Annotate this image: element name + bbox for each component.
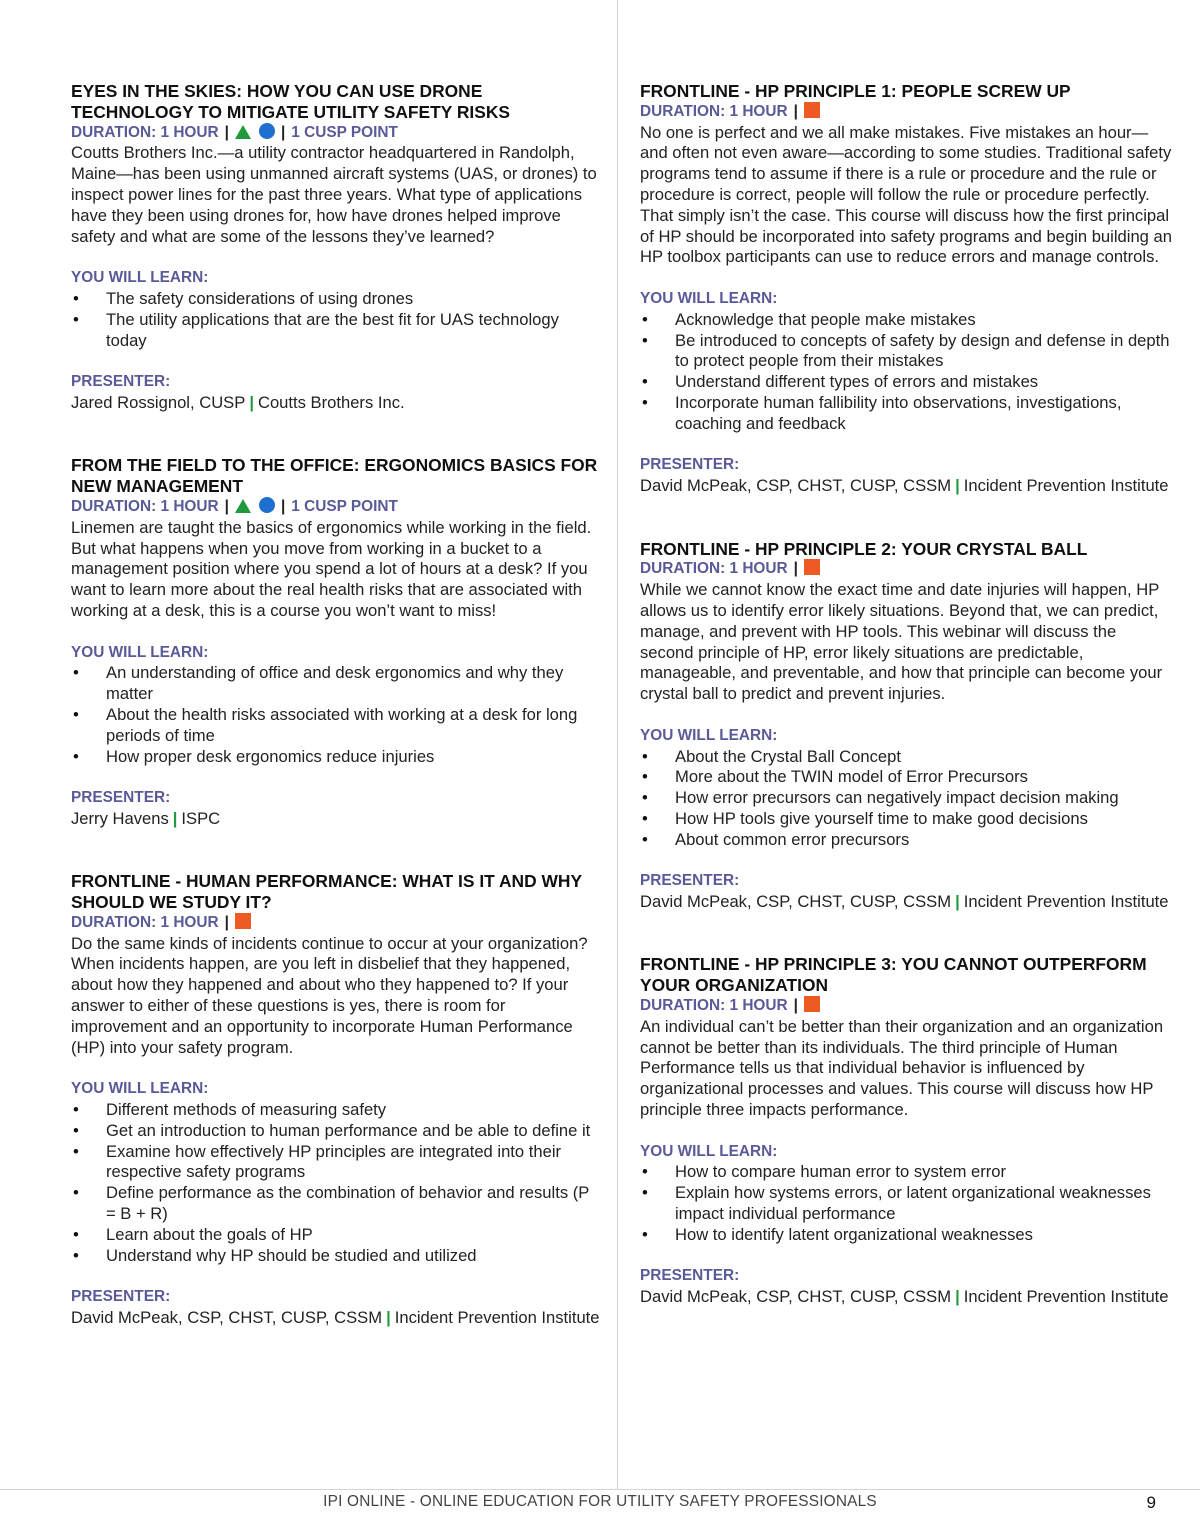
learn-item: • Understand why HP should be studied and utilized [71,1246,601,1267]
learn-heading: YOU WILL LEARN: [640,289,778,307]
cusp-points: 1 CUSP POINT [291,497,398,515]
learn-heading: YOU WILL LEARN: [71,269,209,287]
course-block [71,871,601,1329]
learn-item: • How to compare human error to system error [640,1162,1172,1183]
course-duration [640,559,1172,580]
learn-item: • How HP tools give yourself time to make good decisions [640,809,1172,830]
page-number: 9 [1146,1493,1156,1512]
learn-item: • Incorporate human fallibility into observations, investigations, coaching and feedback [640,393,1172,435]
presenter-organization: Incident Prevention Institute [963,892,1169,912]
cusp-points: 1 CUSP POINT [291,123,398,141]
course-title: FRONTLINE - HP PRINCIPLE 3: YOU CANNOT OUTPERFORM YOUR ORGANIZATION [640,954,1147,996]
duration-separator: | [793,997,798,1015]
learn-item: • Explain how systems errors, or latent organizational weaknesses impact individual performance [640,1183,1172,1225]
duration-text: DURATION: 1 HOUR [71,123,219,141]
course-description: Do the same kinds of incidents continue to occur at your organization? When incidents happen, are you left in disbelief that they happened, about how they happened and about who they happened to? If your answer to either of these questions is yes, there is room for improvement and an opportunity to incorporate Human Performance (HP) into your safety program. [71,933,588,1057]
duration-separator: | [280,123,286,141]
learn-item: • About the Crystal Ball Concept [640,747,1172,768]
footer-title: IPI ONLINE - ONLINE EDUCATION FOR UTILITY SAFETY PROFESSIONALS [323,1493,877,1510]
course-title: FRONTLINE - HP PRINCIPLE 2: YOUR CRYSTAL BALL [640,538,1088,559]
learn-item: • How proper desk ergonomics reduce injuries [71,747,601,768]
orange-square-icon [235,913,251,929]
duration-separator: | [793,102,798,120]
blue-circle-icon [259,497,275,513]
duration-text: DURATION: 1 HOUR [71,913,219,931]
presenter-organization: ISPC [181,808,221,828]
presenter-organization: Incident Prevention Institute [963,1287,1169,1307]
learn-heading: YOU WILL LEARN: [640,1142,778,1160]
learn-item: • Get an introduction to human performance and be able to define it [71,1121,601,1142]
learn-list [640,1162,1172,1245]
course-block [640,81,1172,497]
course-title: FRONTLINE - HP PRINCIPLE 1: PEOPLE SCREW UP [640,81,1071,101]
duration-text: DURATION: 1 HOUR [71,497,219,515]
footer-divider [0,1489,1200,1490]
learn-item: • More about the TWIN model of Error Precursors [640,767,1172,788]
course-duration [640,996,1172,1017]
presenter-name: David McPeak, CSP, CHST, CUSP, CSSM [71,1308,383,1328]
duration-text: DURATION: 1 HOUR [640,102,788,120]
green-triangle-icon [235,499,251,513]
column-divider [617,0,618,1490]
presenter-line [71,809,601,830]
duration-text: DURATION: 1 HOUR [640,997,788,1015]
course-description: An individual can’t be better than their organization and an organization cannot be better than its individuals. The third principle of Human Performance tells us that individual behavior is influenced by organizational processes and values. This course will discuss how HP principle three impacts performance. [640,1016,1164,1120]
learn-item: • Acknowledge that people make mistakes [640,310,1172,331]
duration-text: DURATION: 1 HOUR [640,560,788,578]
course-title: FRONTLINE - HUMAN PERFORMANCE: WHAT IS IT AND WHY SHOULD WE STUDY IT? [71,871,582,913]
presenter-line [71,1308,601,1329]
course-duration [71,123,601,144]
learn-item: • An understanding of office and desk ergonomics and why they matter [71,663,601,705]
orange-square-icon [804,559,820,575]
learn-item: • Examine how effectively HP principles are integrated into their respective safety programs [71,1142,601,1184]
orange-square-icon [804,102,820,118]
presenter-separator: | [172,808,178,828]
right-column [640,81,1172,1350]
presenter-organization: Incident Prevention Institute [394,1308,600,1328]
presenter-name: David McPeak, CSP, CHST, CUSP, CSSM [640,892,952,912]
presenter-name: David McPeak, CSP, CHST, CUSP, CSSM [640,1287,952,1307]
course-description: While we cannot know the exact time and date injuries will happen, HP allows us to identify error likely situations. Beyond that, we can predict, manage, and prevent with HP tools. This webinar will discuss the second principle of HP, error likely situations are predictable, manageable, and preventable, and how that principle can become your crystal ball to predict and prevent injuries. [640,580,1163,704]
presenter-heading: PRESENTER: [71,373,171,391]
course-block [71,455,601,829]
presenter-heading: PRESENTER: [71,789,171,807]
presenter-separator: | [955,892,960,912]
course-duration [71,497,601,518]
learn-item: • Understand different types of errors and mistakes [640,372,1172,393]
duration-separator: | [224,497,229,515]
presenter-organization: Coutts Brothers Inc. [257,392,405,412]
presenter-separator: | [955,1287,960,1307]
orange-square-icon [804,996,820,1012]
presenter-line [640,892,1172,913]
duration-separator: | [224,913,229,931]
learn-item: • About common error precursors [640,830,1172,851]
course-duration [71,913,601,934]
learn-item: • Different methods of measuring safety [71,1100,601,1121]
course-description: Linemen are taught the basics of ergonomics while working in the field. But what happens when you move from working in a bucket to a management position where you spend a lot of hours at a desk? If you want to learn more about the real health risks that are associated with working at a desk, this is a course you won’t want to miss! [71,517,592,620]
duration-separator: | [280,497,286,515]
learn-heading: YOU WILL LEARN: [71,643,209,661]
learn-heading: YOU WILL LEARN: [71,1080,209,1098]
course-duration [640,102,1172,123]
blue-circle-icon [259,123,275,139]
course-block [71,81,601,414]
presenter-line [71,393,601,414]
page-footer [0,1493,1200,1513]
presenter-name: Jerry Havens [71,808,169,828]
learn-item: • Learn about the goals of HP [71,1225,601,1246]
course-description: Coutts Brothers Inc.—a utility contractor headquartered in Randolph, Maine—has been using unmanned aircraft systems (UAS, or drones) to inspect power lines for the past three years. What type of applications have they been using drones for, how have drones helped improve safety and what are some of the lessons they’ve learned? [71,143,597,246]
presenter-heading: PRESENTER: [71,1288,171,1306]
learn-heading: YOU WILL LEARN: [640,726,778,744]
course-title: FROM THE FIELD TO THE OFFICE: ERGONOMICS BASICS FOR NEW MANAGEMENT [71,455,598,497]
learn-item: • The utility applications that are the best fit for UAS technology today [71,310,601,352]
duration-separator: | [793,560,798,578]
green-triangle-icon [235,125,251,139]
presenter-heading: PRESENTER: [640,872,740,890]
presenter-separator: | [955,476,960,496]
presenter-heading: PRESENTER: [640,456,740,474]
learn-item: • How error precursors can negatively impact decision making [640,788,1172,809]
course-title: EYES IN THE SKIES: HOW YOU CAN USE DRONE TECHNOLOGY TO MITIGATE UTILITY SAFETY RISKS [71,81,510,122]
presenter-separator: | [386,1308,391,1328]
course-block [640,954,1172,1308]
learn-list [71,1100,601,1266]
learn-list [71,663,601,767]
presenter-name: Jared Rossignol, CUSP [71,392,246,412]
learn-list [640,747,1172,851]
presenter-organization: Incident Prevention Institute [963,476,1169,496]
presenter-heading: PRESENTER: [640,1267,740,1285]
learn-item: • About the health risks associated with working at a desk for long periods of time [71,705,601,747]
learn-list [640,310,1172,435]
learn-item: • Be introduced to concepts of safety by design and defense in depth to protect people from their mistakes [640,331,1172,373]
course-description: No one is perfect and we all make mistakes. Five mistakes an hour—and often not even aware—according to some studies. Traditional safety programs tend to assume if there is a rule or procedure and the rule or procedure is correct, people will follow the rule or procedure perfectly. That simply isn’t the case. This course will discuss how the first principal of HP should be incorporated into safety programs and begin building an HP toolbox participants can use to reduce errors and manage controls. [640,122,1172,267]
presenter-separator: | [249,392,254,412]
duration-separator: | [224,123,229,141]
presenter-line [640,1287,1172,1308]
presenter-name: David McPeak, CSP, CHST, CUSP, CSSM [640,476,952,496]
left-column [71,81,601,1370]
learn-item: • The safety considerations of using drones [71,289,601,310]
learn-item: • How to identify latent organizational weaknesses [640,1225,1172,1246]
course-block [640,539,1172,913]
learn-item: • Define performance as the combination of behavior and results (P = B + R) [71,1183,601,1225]
presenter-line [640,476,1172,497]
learn-list [71,289,601,351]
